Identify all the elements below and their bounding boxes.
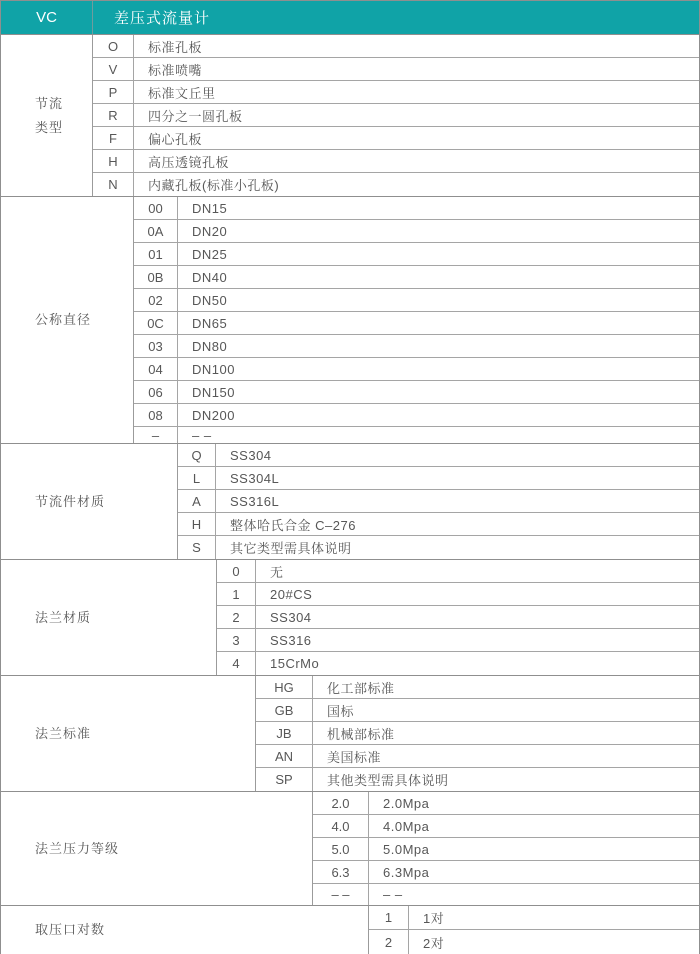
option-code: AN: [256, 745, 313, 767]
option-desc: SS316L: [230, 493, 280, 509]
option-code: 01: [134, 243, 178, 265]
option-code: 6.3: [313, 861, 369, 883]
option-row: [178, 513, 699, 536]
option-code: 08: [134, 404, 178, 426]
group-flange-standard: [1, 676, 699, 792]
option-code: 0C: [134, 312, 178, 334]
group-label-line: 法兰材质: [35, 609, 92, 625]
option-code: JB: [256, 722, 313, 744]
option-desc: 1对: [423, 911, 445, 926]
option-row: [134, 358, 699, 381]
option-desc: 化工部标准: [327, 680, 395, 696]
group-flange-material: [1, 560, 699, 676]
option-row-placeholder: [134, 427, 699, 443]
option-code: SP: [256, 768, 313, 791]
option-row: [134, 404, 699, 427]
option-row: [369, 906, 699, 930]
option-row: [217, 583, 699, 606]
group-label-throttle-material: [1, 444, 178, 559]
option-row: [93, 81, 699, 104]
option-row: [178, 490, 699, 513]
option-code: A: [178, 490, 216, 512]
option-desc: 无: [270, 564, 284, 580]
option-desc: DN40: [192, 269, 228, 285]
option-row: [93, 35, 699, 58]
option-desc: 标准喷嘴: [148, 62, 203, 78]
option-row: [134, 381, 699, 404]
option-code: 5.0: [313, 838, 369, 860]
option-desc: SS304: [270, 609, 312, 625]
option-desc: DN25: [192, 246, 228, 262]
group-label-line: 节流件材质: [35, 493, 106, 509]
option-desc: 其他类型需具体说明: [327, 773, 449, 788]
option-row: [256, 699, 699, 722]
option-desc: – –: [383, 887, 403, 902]
group-throttle-material: [1, 444, 699, 560]
option-row: [134, 266, 699, 289]
option-row: [256, 722, 699, 745]
table-header: [1, 1, 699, 35]
option-rows: [93, 35, 699, 196]
option-row: [217, 629, 699, 652]
option-row: [134, 289, 699, 312]
option-row: [256, 676, 699, 699]
option-desc: 标准文丘里: [148, 85, 216, 101]
option-desc: DN15: [192, 200, 228, 216]
option-code: N: [93, 173, 134, 196]
option-row: [134, 335, 699, 358]
option-row: [178, 467, 699, 490]
option-desc: 2.0Mpa: [383, 795, 430, 811]
option-row: [217, 606, 699, 629]
option-row: [134, 220, 699, 243]
group-label-line: 法兰标准: [35, 725, 92, 741]
option-code: 1: [217, 583, 256, 605]
option-row-placeholder: [313, 884, 699, 905]
option-desc: 美国标准: [327, 749, 382, 765]
option-desc: 国标: [327, 703, 355, 719]
group-label-pressure-tap-pairs: [1, 906, 369, 954]
group-pressure-tap-pairs: [1, 906, 699, 954]
group-label-flange-standard: [1, 676, 256, 791]
option-code: 2: [217, 606, 256, 628]
option-row: [93, 104, 699, 127]
option-code: 4: [217, 652, 256, 675]
option-row: [313, 792, 699, 815]
option-desc: DN65: [192, 315, 228, 331]
header-product-title: 差压式流量计: [114, 10, 211, 27]
option-rows: [134, 197, 699, 443]
option-code: –: [134, 427, 178, 443]
option-code: 0: [217, 560, 256, 582]
option-row: [313, 861, 699, 884]
option-code: 2.0: [313, 792, 369, 814]
group-label-line: 公称直径: [35, 312, 92, 327]
option-code: 0A: [134, 220, 178, 242]
option-row: [134, 197, 699, 220]
option-row: [178, 536, 699, 559]
group-label-throttle-type: [1, 35, 93, 196]
option-desc: 四分之一圆孔板: [148, 108, 243, 124]
option-code: S: [178, 536, 216, 559]
option-row: [217, 652, 699, 675]
option-desc: 4.0Mpa: [383, 818, 430, 834]
option-row: [256, 768, 699, 791]
option-code: 04: [134, 358, 178, 380]
option-rows: [313, 792, 699, 905]
option-code: H: [93, 150, 134, 172]
group-label-line: 节流: [35, 95, 64, 111]
group-label-flange-material: [1, 560, 217, 675]
group-flange-pressure-rating: [1, 792, 699, 906]
option-code: – –: [313, 884, 369, 905]
option-row: [313, 815, 699, 838]
option-rows: [369, 906, 699, 954]
option-row: [217, 560, 699, 583]
option-code: HG: [256, 676, 313, 698]
option-desc: 内藏孔板(标准小孔板): [148, 178, 280, 193]
option-desc: 其它类型需具体说明: [230, 541, 352, 556]
option-desc: SS316: [270, 632, 312, 648]
option-row: [313, 838, 699, 861]
option-row: [369, 930, 699, 954]
header-model-code: VC: [1, 1, 93, 34]
option-rows: [256, 676, 699, 791]
option-desc: DN150: [192, 384, 235, 400]
option-code: 02: [134, 289, 178, 311]
option-desc: 15CrMo: [270, 656, 320, 671]
group-label-line: 类型: [35, 119, 64, 135]
option-desc: 高压透镜孔板: [148, 154, 230, 170]
option-rows: [217, 560, 699, 675]
option-rows: [178, 444, 699, 559]
option-desc: SS304L: [230, 470, 280, 486]
option-desc: 6.3Mpa: [383, 864, 430, 880]
option-code: 2: [369, 930, 409, 954]
option-row: [93, 58, 699, 81]
option-code: Q: [178, 444, 216, 466]
option-desc: 偏心孔板: [148, 131, 203, 147]
option-code: 4.0: [313, 815, 369, 837]
option-code: H: [178, 513, 216, 535]
group-throttle-type: [1, 35, 699, 197]
group-label-flange-pressure-rating: [1, 792, 313, 905]
option-code: F: [93, 127, 134, 149]
option-desc: DN20: [192, 223, 228, 239]
option-row: [134, 312, 699, 335]
option-code: R: [93, 104, 134, 126]
option-desc: 机械部标准: [327, 726, 395, 742]
option-desc: 2对: [423, 935, 445, 951]
option-desc: 5.0Mpa: [383, 841, 430, 857]
option-code: 06: [134, 381, 178, 403]
option-row: [256, 745, 699, 768]
option-code: 1: [369, 906, 409, 929]
group-label-nominal-diameter: [1, 197, 134, 443]
group-label-line: 法兰压力等级: [35, 840, 120, 856]
option-code: L: [178, 467, 216, 489]
option-code: 3: [217, 629, 256, 651]
group-label-line: 取压口对数: [35, 922, 106, 937]
option-row: [93, 150, 699, 173]
option-desc: DN100: [192, 361, 235, 377]
option-desc: 20#CS: [270, 586, 313, 602]
option-desc: – –: [192, 427, 212, 443]
option-row: [178, 444, 699, 467]
group-nominal-diameter: [1, 197, 699, 444]
option-desc: SS304: [230, 447, 272, 463]
option-desc: 整体哈氏合金 C–276: [230, 517, 356, 533]
option-code: 00: [134, 197, 178, 219]
option-desc: DN80: [192, 338, 228, 354]
option-code: V: [93, 58, 134, 80]
option-code: 03: [134, 335, 178, 357]
option-code: GB: [256, 699, 313, 721]
option-code: P: [93, 81, 134, 103]
option-row: [93, 173, 699, 196]
option-row: [134, 243, 699, 266]
option-desc: DN50: [192, 292, 228, 308]
option-code: O: [93, 35, 134, 57]
option-desc: DN200: [192, 407, 235, 423]
option-desc: 标准孔板: [148, 39, 203, 55]
option-code: 0B: [134, 266, 178, 288]
option-row: [93, 127, 699, 150]
